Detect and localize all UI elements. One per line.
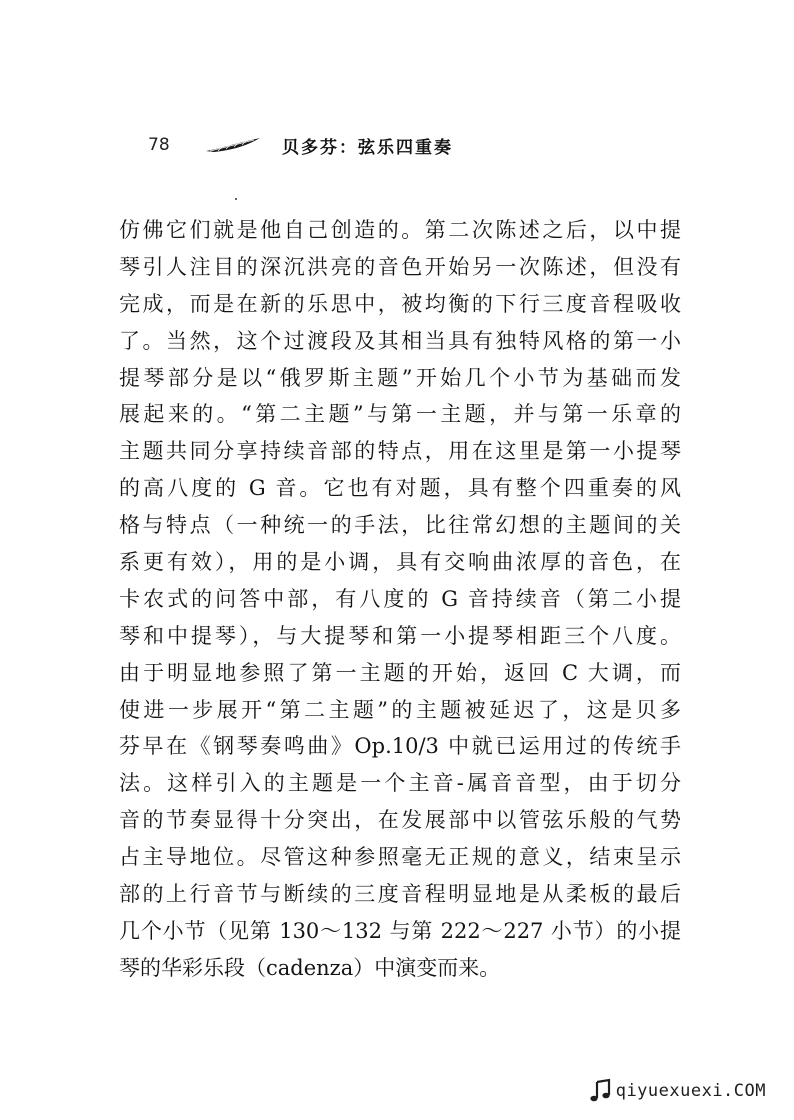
text-line: 提琴部分是以“俄罗斯主题”开始几个小节为基础而发 — [119, 365, 681, 390]
text-line: 音的节奏显得十分突出，在发展部中以管弦乐般的气势 — [119, 808, 681, 833]
text-line: 由于明显地参照了第一主题的开始，返回 C 大调，而 — [119, 660, 681, 685]
text-line: 琴和中提琴），与大提琴和第一小提琴相距三个八度。 — [119, 623, 681, 648]
body-text — [119, 212, 681, 987]
text-line: 使进一步展开“第二主题”的主题被延迟了，这是贝多 — [119, 697, 681, 722]
text-line: 系更有效），用的是小调，具有交响曲浓厚的音色，在 — [119, 550, 681, 575]
text-line: 部的上行音节与断续的三度音程明显地是从柔板的最后 — [119, 882, 681, 907]
quill-icon — [204, 137, 262, 153]
book-title: 贝多芬：弦乐四重奏 — [282, 137, 453, 158]
text-line: 主题共同分享持续音部的特点，用在这里是第一小提琴 — [119, 439, 681, 464]
text-line: 仿佛它们就是他自己创造的。第二次陈述之后，以中提 — [119, 218, 681, 242]
text-line: 完成，而是在新的乐思中，被均衡的下行三度音程吸收 — [119, 291, 681, 316]
text-line: 展起来的。“第二主题”与第一主题，并与第一乐章的 — [119, 402, 681, 427]
text-line: 的高八度的 G 音。它也有对题，具有整个四重奏的风 — [119, 476, 681, 501]
watermark-text: qiyuexuexi.COM — [615, 1081, 766, 1101]
watermark — [587, 1078, 766, 1104]
text-line: 琴引人注目的深沉洪亮的音色开始另一次陈述，但没有 — [119, 254, 681, 279]
text-line: 几个小节（见第 130～132 与第 222～227 小节）的小提 — [119, 918, 681, 943]
stray-dot — [235, 198, 237, 200]
page-header — [148, 132, 453, 158]
text-line: 了。当然，这个过渡段及其相当具有独特风格的第一小 — [119, 328, 681, 353]
text-line: 法。这样引入的主题是一个主音-属音音型，由于切分 — [119, 771, 681, 796]
text-line: 格与特点（一种统一的手法，比往常幻想的主题间的关 — [119, 513, 681, 538]
page-number: 78 — [148, 135, 170, 155]
text-line: 卡农式的问答中部，有八度的 G 音持续音（第二小提 — [119, 586, 681, 611]
music-note-icon — [587, 1078, 613, 1104]
text-line: 琴的华彩乐段（cadenza）中演变而来。 — [119, 955, 501, 980]
text-line: 芬早在《钢琴奏鸣曲》Op.10/3 中就已运用过的传统手 — [119, 734, 681, 759]
text-line: 占主导地位。尽管这种参照毫无正规的意义，结束呈示 — [119, 845, 681, 870]
